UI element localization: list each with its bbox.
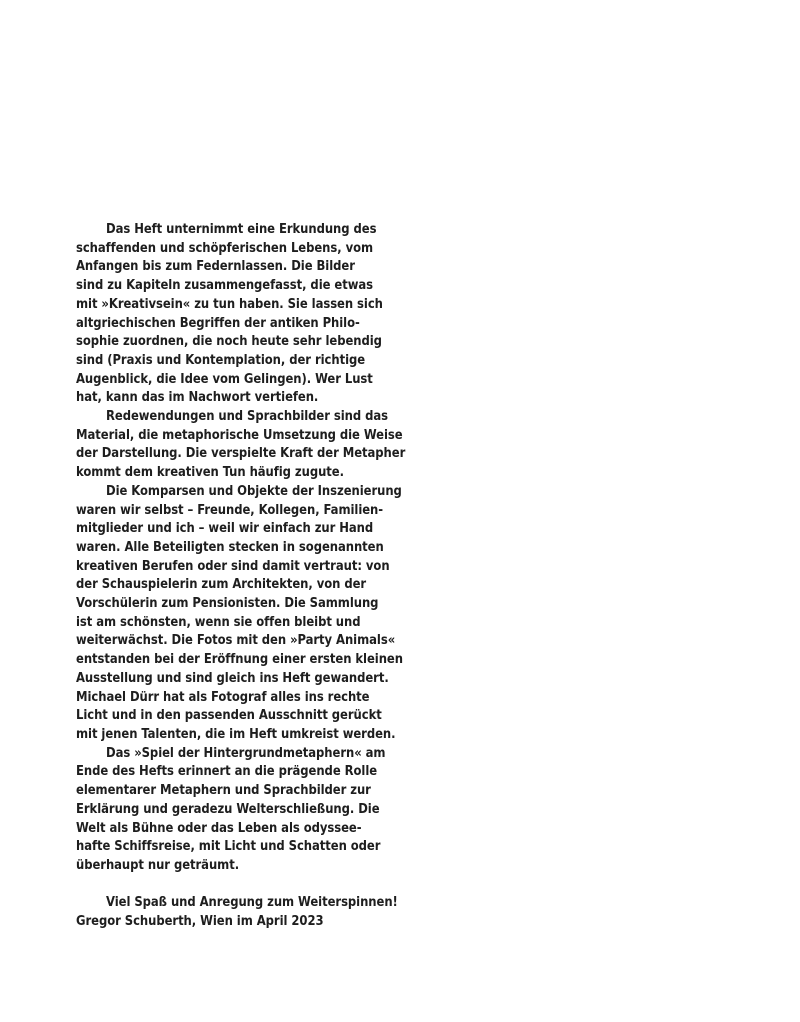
text-line: entstanden bei der Eröffnung einer ersten kleinen <box>76 652 403 668</box>
text-line: mit »Kreativsein« zu tun haben. Sie lassen sich <box>76 296 383 312</box>
text-line: waren. Alle Beteiligten stecken in sogenannten <box>76 539 384 555</box>
text-line: mitglieder und ich – weil wir einfach zur Hand <box>76 521 374 537</box>
text-line: sind (Praxis und Kontemplation, der richtige <box>76 352 366 368</box>
text-line: elementarer Metaphern und Sprachbilder zur <box>76 783 371 799</box>
text-line: hafte Schiffsreise, mit Licht und Schatten oder <box>76 839 381 855</box>
text-line: Ausstellung und sind gleich ins Heft gewandert. <box>76 670 389 686</box>
text-line: mit jenen Talenten, die im Heft umkreist werden. <box>76 726 396 742</box>
text-line: Erklärung und geradezu Welterschließung. Die <box>76 801 380 817</box>
text-line: kreativen Berufen oder sind damit vertraut: von <box>76 558 390 574</box>
text-line: Die Komparsen und Objekte der Inszenierung <box>106 483 402 499</box>
text-line: Ende des Hefts erinnert an die prägende Rolle <box>76 764 378 780</box>
text-line: Anfangen bis zum Federnlassen. Die Bilder <box>76 259 355 275</box>
text-line: Augenblick, die Idee vom Gelingen). Wer Lust <box>76 371 373 387</box>
closing-signature: Gregor Schuberth, Wien im April 2023 <box>76 914 324 929</box>
paragraph-spacer <box>76 876 382 895</box>
text-line: hat, kann das im Nachwort vertiefen. <box>76 390 319 406</box>
text-line: Licht und in den passenden Ausschnitt gerückt <box>76 708 382 724</box>
text-line: Das Heft unternimmt eine Erkundung des <box>106 222 377 237</box>
text-line: der Schauspielerin zum Architekten, von der <box>76 577 367 593</box>
paragraph-intro <box>76 221 382 408</box>
body-text <box>76 221 406 932</box>
text-line: Material, die metaphorische Umsetzung die Weise <box>76 427 403 443</box>
text-line: schaffenden und schöpferischen Lebens, vom <box>76 240 374 256</box>
text-line: weiterwächst. Die Fotos mit den »Party Animals« <box>76 633 396 649</box>
text-line: kommt dem kreativen Tun häufig zugute. <box>76 465 344 481</box>
text-line: altgriechischen Begriffen der antiken Philo- <box>76 315 360 331</box>
text-line: sind zu Kapiteln zusammengefasst, die etwas <box>76 278 374 294</box>
paragraph-participants <box>76 483 403 745</box>
text-line: überhaupt nur geträumt. <box>76 857 240 873</box>
text-line: ist am schönsten, wenn sie offen bleibt und <box>76 614 361 630</box>
closing <box>76 894 398 931</box>
text-line: Welt als Bühne oder das Leben als odyssee- <box>76 820 362 836</box>
text-line: sophie zuordnen, die noch heute sehr lebendig <box>76 334 382 350</box>
text-line: Das »Spiel der Hintergrundmetaphern« am <box>106 745 386 761</box>
text-line: der Darstellung. Die verspielte Kraft der Metapher <box>76 446 406 462</box>
text-line: waren wir selbst – Freunde, Kollegen, Familien- <box>76 502 384 518</box>
text-line: Redewendungen und Sprachbilder sind das <box>106 409 388 425</box>
text-line: Vorschülerin zum Pensionisten. Die Sammlung <box>76 596 379 612</box>
text-line: Michael Dürr hat als Fotograf alles ins rechte <box>76 689 370 705</box>
paragraph-metaphors <box>76 408 406 483</box>
paragraph-background-metaphors <box>76 745 386 876</box>
closing-greeting: Viel Spaß und Anregung zum Weiterspinnen! <box>106 895 398 911</box>
